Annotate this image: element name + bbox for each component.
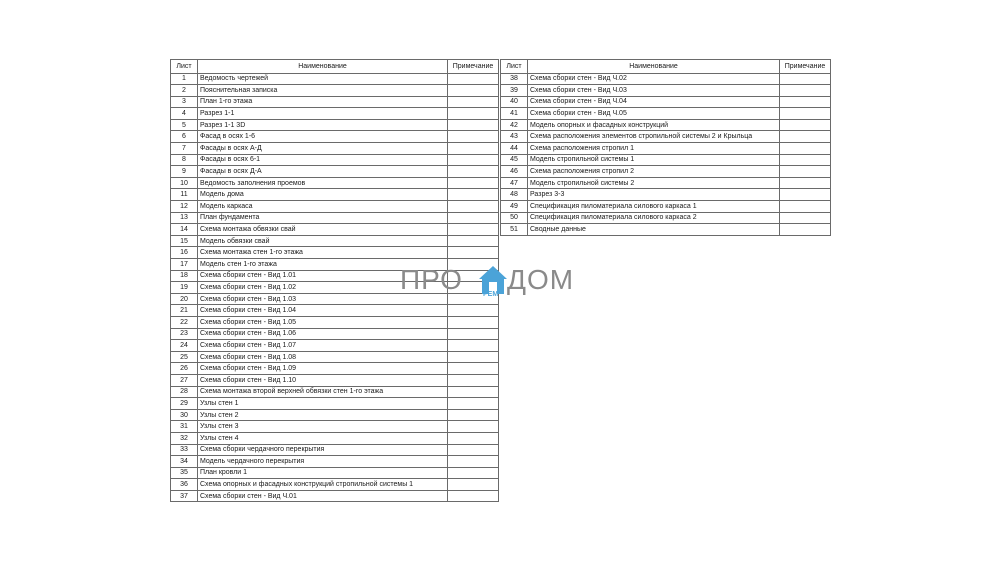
sheet-name-cell: Схема сборки стен - Вид Ч.01: [198, 490, 448, 502]
sheet-note-cell: [780, 108, 831, 120]
header-sheet: Лист: [501, 60, 528, 74]
table-row: [501, 212, 831, 224]
sheet-note-cell: [448, 479, 499, 491]
sheet-number-cell: 35: [171, 467, 198, 479]
watermark-logo: [400, 264, 600, 304]
table-row: [501, 166, 831, 178]
sheet-name-cell: План кровли 1: [198, 467, 448, 479]
sheet-name-cell: Модель опорных и фасадных конструкций: [528, 119, 780, 131]
sheet-name-cell: План фундамента: [198, 212, 448, 224]
sheet-number-cell: 15: [171, 235, 198, 247]
sheet-note-cell: [780, 73, 831, 85]
table-header-row: [501, 60, 831, 74]
sheet-number-cell: 17: [171, 259, 198, 271]
sheet-note-cell: [448, 73, 499, 85]
sheet-note-cell: [448, 189, 499, 201]
sheet-number-cell: 27: [171, 374, 198, 386]
sheet-name-cell: Модель стропильной системы 2: [528, 177, 780, 189]
sheet-number-cell: 10: [171, 177, 198, 189]
sheet-note-cell: [780, 201, 831, 213]
table-row: [501, 201, 831, 213]
table-row: [501, 108, 831, 120]
table-row: [171, 374, 499, 386]
sheet-name-cell: Схема сборки стен - Вид 1.08: [198, 351, 448, 363]
table-row: [171, 119, 499, 131]
table-row: [501, 189, 831, 201]
sheet-name-cell: Схема монтажа второй верхней обвязки стен 1-го этажа: [198, 386, 448, 398]
sheet-note-cell: [780, 212, 831, 224]
sheet-note-cell: [448, 398, 499, 410]
sheet-name-cell: Разрез 3-3: [528, 189, 780, 201]
sheet-name-cell: Модель дома: [198, 189, 448, 201]
sheet-number-cell: 40: [501, 96, 528, 108]
table-row: [501, 85, 831, 97]
sheet-note-cell: [448, 212, 499, 224]
sheet-number-cell: 49: [501, 201, 528, 213]
table-row: [171, 201, 499, 213]
sheet-note-cell: [780, 143, 831, 155]
sheet-name-cell: Ведомость заполнения проемов: [198, 177, 448, 189]
table-row: [171, 409, 499, 421]
sheet-number-cell: 30: [171, 409, 198, 421]
sheet-name-cell: Модель каркаса: [198, 201, 448, 213]
sheet-name-cell: Схема сборки стен - Вид Ч.05: [528, 108, 780, 120]
watermark-left-text: ПРО: [400, 264, 463, 295]
sheet-number-cell: 51: [501, 224, 528, 236]
sheet-note-cell: [448, 85, 499, 97]
sheet-name-cell: Спецификация пиломатериала силового каркаса 1: [528, 201, 780, 213]
table-row: [171, 131, 499, 143]
table-row: [171, 189, 499, 201]
table-row: [501, 73, 831, 85]
sheet-number-cell: 16: [171, 247, 198, 259]
table-row: [171, 432, 499, 444]
sheet-number-cell: 14: [171, 224, 198, 236]
sheet-note-cell: [448, 119, 499, 131]
sheet-number-cell: 4: [171, 108, 198, 120]
sheet-number-cell: 9: [171, 166, 198, 178]
sheet-name-cell: Схема расположения элементов стропильной системы 2 и Крыльца: [528, 131, 780, 143]
table-row: [171, 363, 499, 375]
sheet-number-cell: 24: [171, 340, 198, 352]
sheet-note-cell: [448, 432, 499, 444]
sheet-note-cell: [448, 235, 499, 247]
sheet-name-cell: Узлы стен 2: [198, 409, 448, 421]
sheet-number-cell: 47: [501, 177, 528, 189]
table-row: [171, 212, 499, 224]
sheet-number-cell: 45: [501, 154, 528, 166]
sheet-name-cell: Модель обвязки свай: [198, 235, 448, 247]
table-row: [171, 386, 499, 398]
watermark-right-text: ДОМ: [507, 264, 575, 295]
sheet-note-cell: [448, 143, 499, 155]
table-row: [171, 108, 499, 120]
table-row: [171, 85, 499, 97]
sheet-number-cell: 1: [171, 73, 198, 85]
sheet-note-cell: [780, 85, 831, 97]
sheet-name-cell: Схема сборки стен - Вид 1.05: [198, 316, 448, 328]
sheet-note-cell: [780, 119, 831, 131]
sheet-name-cell: Сводные данные: [528, 224, 780, 236]
sheet-number-cell: 23: [171, 328, 198, 340]
table-row: [501, 131, 831, 143]
table-row: [171, 73, 499, 85]
sheet-number-cell: 43: [501, 131, 528, 143]
sheet-name-cell: Схема сборки стен - Вид 1.04: [198, 305, 448, 317]
table-row: [171, 305, 499, 317]
table-row: [501, 143, 831, 155]
sheet-number-cell: 44: [501, 143, 528, 155]
sheet-number-cell: 39: [501, 85, 528, 97]
table-row: [171, 224, 499, 236]
sheet-number-cell: 50: [501, 212, 528, 224]
sheet-number-cell: 22: [171, 316, 198, 328]
table-row: [501, 224, 831, 236]
sheet-name-cell: Модель стропильной системы 1: [528, 154, 780, 166]
sheet-note-cell: [448, 374, 499, 386]
sheet-note-cell: [448, 421, 499, 433]
sheet-note-cell: [448, 409, 499, 421]
sheet-number-cell: 19: [171, 282, 198, 294]
sheet-number-cell: 5: [171, 119, 198, 131]
table-row: [501, 96, 831, 108]
sheet-name-cell: Ведомость чертежей: [198, 73, 448, 85]
sheet-number-cell: 3: [171, 96, 198, 108]
sheet-number-cell: 13: [171, 212, 198, 224]
sheet-name-cell: Схема сборки стен - Вид 1.01: [198, 270, 448, 282]
sheet-number-cell: 41: [501, 108, 528, 120]
header-name: Наименование: [198, 60, 448, 74]
table-header-row: [171, 60, 499, 74]
sheet-name-cell: Схема сборки стен - Вид Ч.04: [528, 96, 780, 108]
sheet-name-cell: Схема сборки стен - Вид 1.09: [198, 363, 448, 375]
sheet-name-cell: Узлы стен 4: [198, 432, 448, 444]
sheet-name-cell: Модель стен 1-го этажа: [198, 259, 448, 271]
table-row: [171, 177, 499, 189]
sheet-note-cell: [448, 247, 499, 259]
table-row: [171, 316, 499, 328]
sheet-number-cell: 2: [171, 85, 198, 97]
header-name: Наименование: [528, 60, 780, 74]
sheet-name-cell: Разрез 1-1 3D: [198, 119, 448, 131]
sheet-note-cell: [448, 328, 499, 340]
sheet-number-cell: 26: [171, 363, 198, 375]
sheet-number-cell: 28: [171, 386, 198, 398]
sheet-note-cell: [448, 154, 499, 166]
sheet-note-cell: [780, 154, 831, 166]
sheet-note-cell: [448, 166, 499, 178]
sheet-note-cell: [448, 351, 499, 363]
sheet-name-cell: Спецификация пиломатериала силового каркаса 2: [528, 212, 780, 224]
sheet-note-cell: [448, 96, 499, 108]
sheet-note-cell: [448, 467, 499, 479]
table-row: [171, 96, 499, 108]
sheet-note-cell: [780, 189, 831, 201]
sheet-number-cell: 38: [501, 73, 528, 85]
sheet-number-cell: 48: [501, 189, 528, 201]
sheet-number-cell: 32: [171, 432, 198, 444]
sheet-number-cell: 34: [171, 456, 198, 468]
sheet-number-cell: 31: [171, 421, 198, 433]
sheet-number-cell: 12: [171, 201, 198, 213]
sheet-name-cell: Схема расположения стропил 1: [528, 143, 780, 155]
sheet-name-cell: Схема монтажа обвязки свай: [198, 224, 448, 236]
sheet-name-cell: Схема сборки стен - Вид 1.10: [198, 374, 448, 386]
sheet-name-cell: Схема опорных и фасадных конструкций стропильной системы 1: [198, 479, 448, 491]
sheet-note-cell: [780, 224, 831, 236]
table-row: [171, 444, 499, 456]
sheet-number-cell: 20: [171, 293, 198, 305]
table-row: [171, 479, 499, 491]
table-row: [171, 421, 499, 433]
table-row: [171, 490, 499, 502]
sheet-name-cell: Схема сборки стен - Вид 1.06: [198, 328, 448, 340]
table-row: [171, 328, 499, 340]
sheet-note-cell: [448, 456, 499, 468]
watermark-sub-text: РЕМ: [483, 291, 499, 298]
sheet-note-cell: [448, 201, 499, 213]
sheet-note-cell: [780, 96, 831, 108]
table-row: [501, 154, 831, 166]
sheet-name-cell: Фасады в осях 6-1: [198, 154, 448, 166]
header-sheet: Лист: [171, 60, 198, 74]
header-note: Примечание: [780, 60, 831, 74]
table-row: [171, 166, 499, 178]
sheet-note-cell: [448, 131, 499, 143]
sheet-number-cell: 6: [171, 131, 198, 143]
sheet-note-cell: [448, 177, 499, 189]
sheet-note-cell: [448, 224, 499, 236]
sheet-number-cell: 46: [501, 166, 528, 178]
header-note: Примечание: [448, 60, 499, 74]
sheet-name-cell: Фасады в осях Д-А: [198, 166, 448, 178]
sheet-name-cell: Схема сборки стен - Вид 1.07: [198, 340, 448, 352]
sheet-name-cell: Пояснительная записка: [198, 85, 448, 97]
sheet-number-cell: 18: [171, 270, 198, 282]
sheet-number-cell: 42: [501, 119, 528, 131]
table-row: [171, 143, 499, 155]
sheet-name-cell: Узлы стен 3: [198, 421, 448, 433]
table-row: [171, 154, 499, 166]
sheet-name-cell: Фасады в осях А-Д: [198, 143, 448, 155]
sheet-number-cell: 36: [171, 479, 198, 491]
sheet-note-cell: [780, 131, 831, 143]
sheet-note-cell: [448, 305, 499, 317]
sheet-note-cell: [448, 386, 499, 398]
sheet-name-cell: Схема расположения стропил 2: [528, 166, 780, 178]
sheet-number-cell: 25: [171, 351, 198, 363]
table-row: [171, 398, 499, 410]
sheet-note-cell: [448, 363, 499, 375]
sheet-number-cell: 8: [171, 154, 198, 166]
sheet-note-cell: [780, 177, 831, 189]
sheet-number-cell: 33: [171, 444, 198, 456]
sheet-name-cell: Узлы стен 1: [198, 398, 448, 410]
sheet-name-cell: Модель чердачного перекрытия: [198, 456, 448, 468]
sheet-number-cell: 11: [171, 189, 198, 201]
sheet-note-cell: [448, 340, 499, 352]
sheet-name-cell: Фасад в осях 1-6: [198, 131, 448, 143]
table-row: [171, 467, 499, 479]
sheet-name-cell: Схема сборки стен - Вид 1.03: [198, 293, 448, 305]
sheet-number-cell: 7: [171, 143, 198, 155]
table-row: [501, 119, 831, 131]
sheet-name-cell: Схема сборки чердачного перекрытия: [198, 444, 448, 456]
table-row: [171, 235, 499, 247]
table-row: [171, 456, 499, 468]
drawings-list-table-right: [500, 59, 831, 236]
sheet-name-cell: Разрез 1-1: [198, 108, 448, 120]
sheet-note-cell: [448, 490, 499, 502]
sheet-note-cell: [448, 316, 499, 328]
sheet-note-cell: [448, 108, 499, 120]
table-row: [171, 351, 499, 363]
sheet-number-cell: 21: [171, 305, 198, 317]
table-row: [501, 177, 831, 189]
sheet-note-cell: [780, 166, 831, 178]
sheet-name-cell: Схема монтажа стен 1-го этажа: [198, 247, 448, 259]
sheet-name-cell: Схема сборки стен - Вид Ч.02: [528, 73, 780, 85]
sheet-name-cell: План 1-го этажа: [198, 96, 448, 108]
sheet-number-cell: 37: [171, 490, 198, 502]
table-row: [171, 247, 499, 259]
table-row: [171, 340, 499, 352]
sheet-name-cell: Схема сборки стен - Вид Ч.03: [528, 85, 780, 97]
sheet-name-cell: Схема сборки стен - Вид 1.02: [198, 282, 448, 294]
sheet-note-cell: [448, 444, 499, 456]
sheet-number-cell: 29: [171, 398, 198, 410]
